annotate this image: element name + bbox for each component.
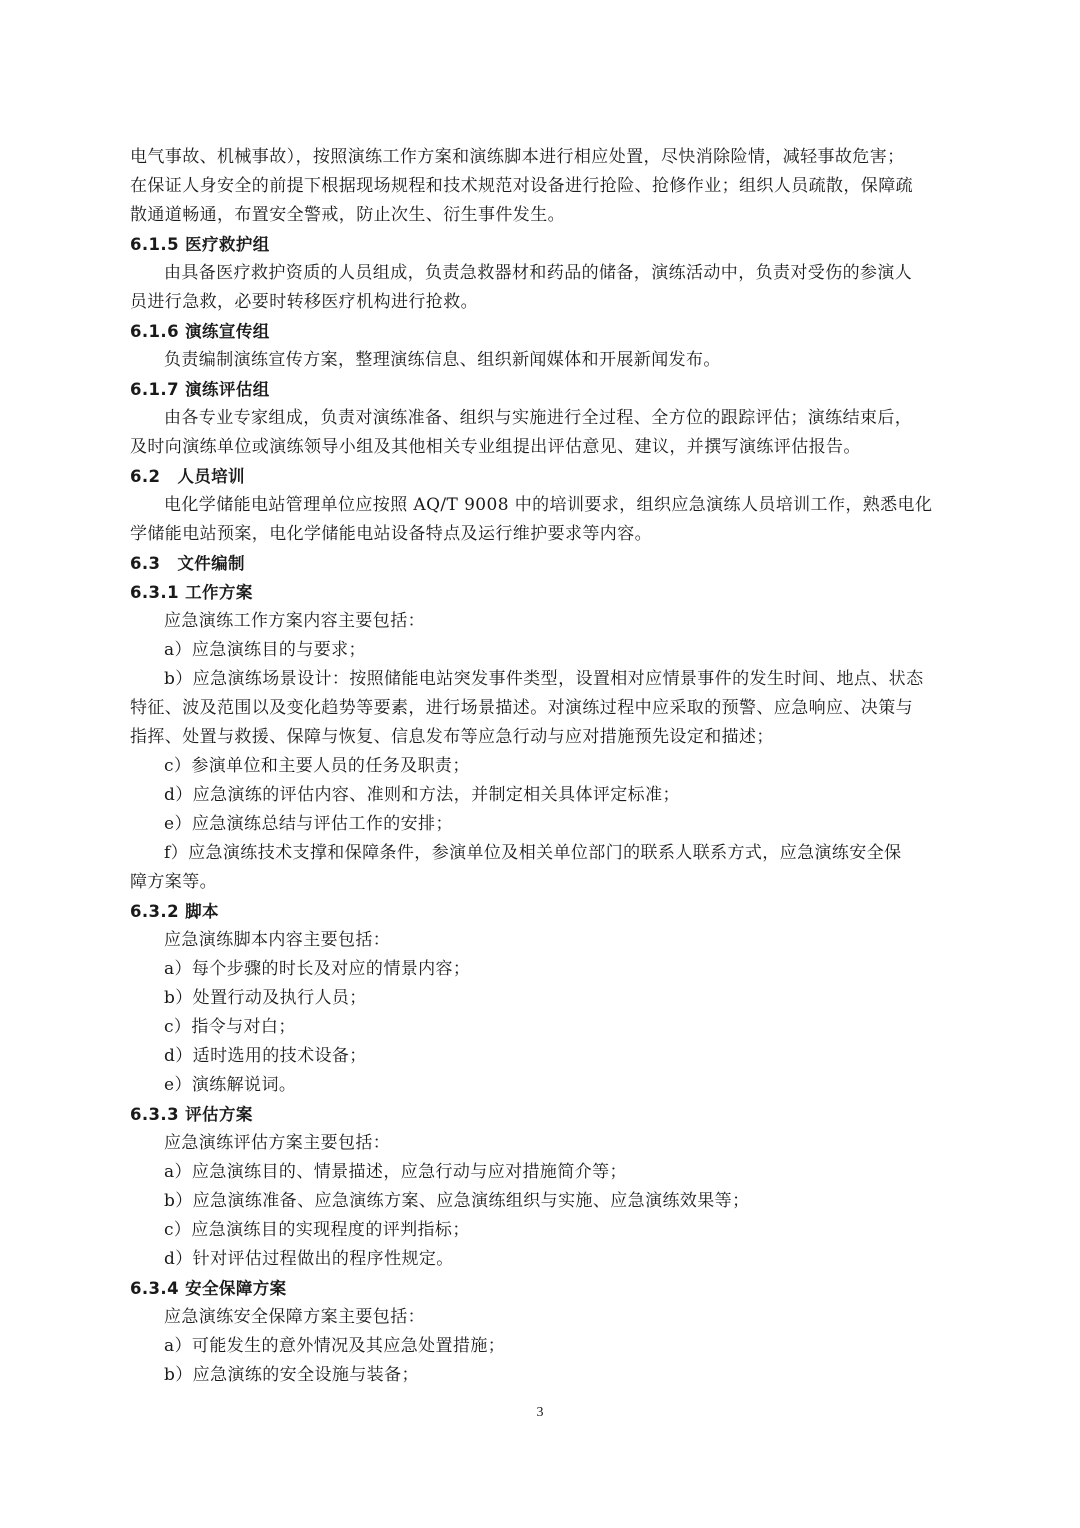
paragraph-first-line: c）指令与对白； (164, 1017, 296, 1037)
paragraph-first-line: e）应急演练总结与评估工作的安排； (164, 814, 453, 834)
section-heading: 6.2 人员培训 (130, 467, 245, 486)
paragraph-first-line: b）应急演练准备、应急演练方案、应急演练组织与实施、应急演练效果等； (164, 1191, 750, 1211)
paragraph-first-line: 负责编制演练宣传方案，整理演练信息、组织新闻媒体和开展新闻发布。 (164, 350, 721, 370)
paragraph-first-line: 应急演练脚本内容主要包括： (164, 930, 391, 950)
page-number: 3 (536, 1405, 544, 1420)
section-heading: 6.3.4 安全保障方案 (130, 1279, 287, 1298)
paragraph-line: 员进行急救，必要时转移医疗机构进行抢救。 (130, 292, 478, 312)
paragraph-first-line: d）应急演练的评估内容、准则和方法，并制定相关具体评定标准； (164, 785, 680, 805)
paragraph-first-line: e）演练解说词。 (164, 1075, 297, 1095)
section-heading: 6.3.1 工作方案 (130, 583, 253, 602)
section-heading: 6.3.2 脚本 (130, 902, 219, 921)
paragraph-line: 障方案等。 (130, 872, 217, 892)
paragraph-line: 学储能电站预案，电化学储能电站设备特点及运行维护要求等内容。 (130, 524, 652, 544)
paragraph-first-line: c）参演单位和主要人员的任务及职责； (164, 756, 470, 776)
paragraph-first-line: a）应急演练目的、情景描述，应急行动与应对措施简介等； (164, 1162, 627, 1182)
paragraph-first-line: 由各专业专家组成，负责对演练准备、组织与实施进行全过程、全方位的跟踪评估；演练结束后， (164, 408, 913, 428)
section-heading: 6.3.3 评估方案 (130, 1105, 253, 1124)
paragraph-line: 电气事故、机械事故），按照演练工作方案和演练脚本进行相应处置，尽快消除险情，减轻事故危害； (130, 147, 905, 167)
paragraph-first-line: b）应急演练的安全设施与装备； (164, 1365, 419, 1385)
page-content (130, 143, 978, 1390)
paragraph-line: 及时向演练单位或演练领导小组及其他相关专业组提出评估意见、建议，并撰写演练评估报告。 (130, 437, 861, 457)
paragraph-first-line: 由具备医疗救护资质的人员组成，负责急救器材和药品的储备，演练活动中，负责对受伤的参演人 (164, 263, 913, 283)
paragraph-line: 在保证人身安全的前提下根据现场规程和技术规范对设备进行抢险、抢修作业；组织人员疏散，保障疏 (130, 176, 913, 196)
paragraph-first-line: a）每个步骤的时长及对应的情景内容； (164, 959, 471, 979)
paragraph-line: 指挥、处置与救援、保障与恢复、信息发布等应急行动与应对措施预先设定和描述； (130, 727, 774, 747)
paragraph-line: 散通道畅通，布置安全警戒，防止次生、衍生事件发生。 (130, 205, 565, 225)
paragraph-first-line: b）应急演练场景设计：按照储能电站突发事件类型，设置相对应情景事件的发生时间、地点、状态 (164, 669, 924, 689)
section-heading: 6.1.6 演练宣传组 (130, 322, 270, 341)
section-heading: 6.1.7 演练评估组 (130, 380, 270, 399)
paragraph-first-line: d）针对评估过程做出的程序性规定。 (164, 1249, 454, 1269)
paragraph-first-line: a）应急演练目的与要求； (164, 640, 366, 660)
paragraph-line: 特征、波及范围以及变化趋势等要素，进行场景描述。对演练过程中应采取的预警、应急响应、决策与 (130, 698, 913, 718)
section-heading: 6.3 文件编制 (130, 554, 245, 573)
paragraph-first-line: f）应急演练技术支撑和保障条件，参演单位及相关单位部门的联系人联系方式，应急演练安全保 (164, 843, 902, 863)
paragraph-first-line: d）适时选用的技术设备； (164, 1046, 367, 1066)
paragraph-first-line: b）处置行动及执行人员； (164, 988, 367, 1008)
paragraph-first-line: 应急演练安全保障方案主要包括： (164, 1307, 425, 1327)
section-heading: 6.1.5 医疗救护组 (130, 235, 270, 254)
paragraph-first-line: 应急演练评估方案主要包括： (164, 1133, 391, 1153)
paragraph-first-line: c）应急演练目的实现程度的评判指标； (164, 1220, 470, 1240)
paragraph-first-line: 应急演练工作方案内容主要包括： (164, 611, 425, 631)
paragraph-first-line: 电化学储能电站管理单位应按照 AQ/T 9008 中的培训要求，组织应急演练人员培训工作，熟悉电化 (164, 495, 933, 515)
paragraph-first-line: a）可能发生的意外情况及其应急处置措施； (164, 1336, 506, 1356)
